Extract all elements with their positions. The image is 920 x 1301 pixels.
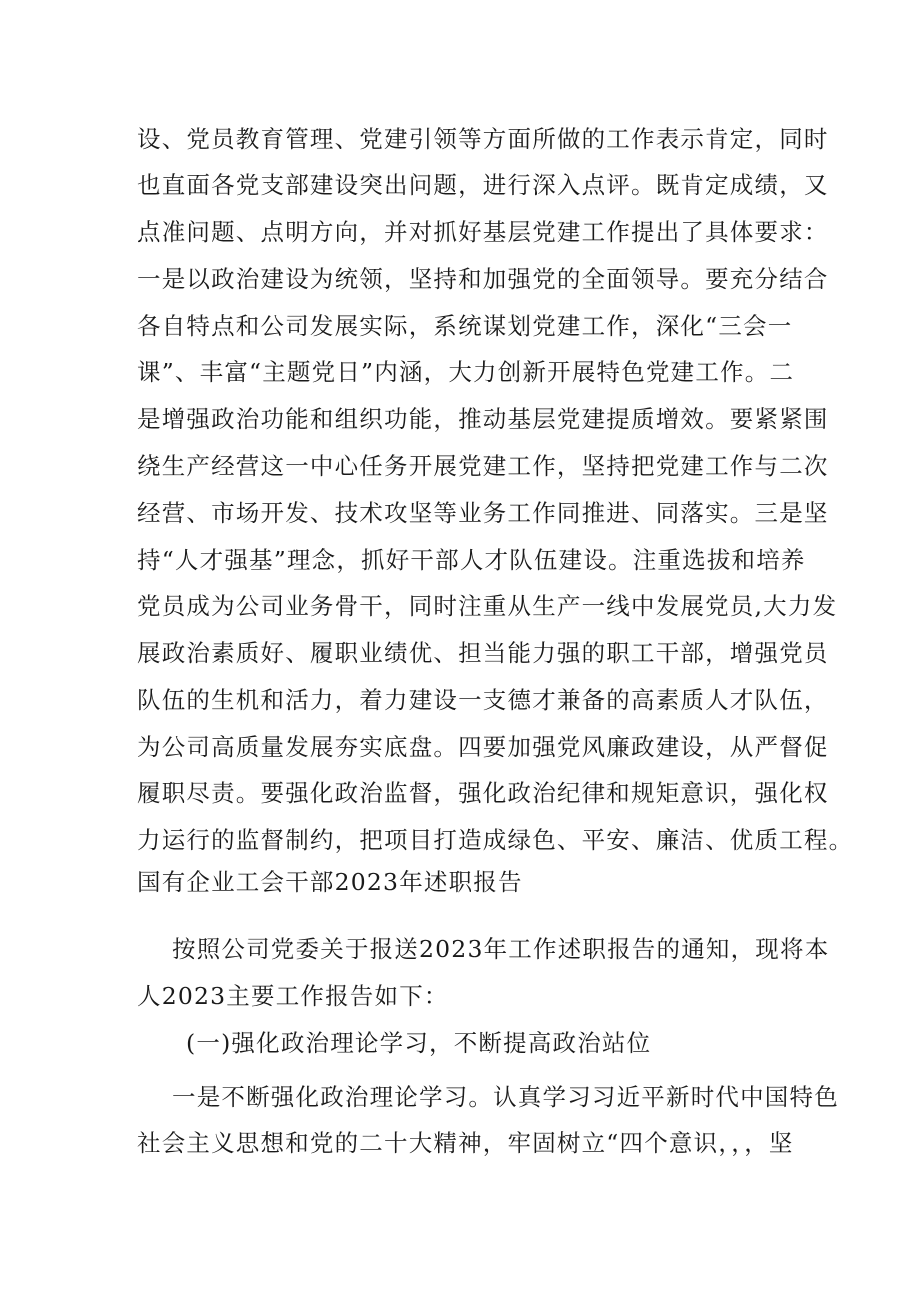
body-text-line-2: 也直面各党支部建设突出问题，进行深入点评。既肯定成绩，又 <box>137 171 829 199</box>
body-text-line-14: 为公司高质量发展夯实底盘。四要加强党风廉政建设，从严督促 <box>137 733 829 761</box>
body-text-line-18: 按照公司党委关于报送2023年工作述职报告的通知，现将本 <box>172 935 830 963</box>
body-text-line-10: 持“人才强基”理念，抓好干部人才队伍建设。注重选拔和培养 <box>137 546 806 574</box>
body-text-line-8: 绕生产经营这一中心任务开展党建工作，坚持把党建工作与二次 <box>137 452 829 480</box>
body-text-line-21: 一是不断强化政治理论学习。认真学习习近平新时代中国特色 <box>172 1083 839 1111</box>
body-text-line-22: 社会主义思想和党的二十大精神，牢固树立“四个意识，，，坚 <box>137 1129 794 1157</box>
body-text-line-16: 力运行的监督制约，把项目打造成绿色、平安、廉洁、优质工程。 <box>137 826 854 854</box>
body-text-line-19: 人2023主要工作报告如下： <box>137 982 449 1010</box>
body-text-line-11: 党员成为公司业务骨干，同时注重从生产一线中发展党员,大力发 <box>137 592 838 620</box>
body-text-line-15: 履职尽责。要强化政治监督，强化政治纪律和规矩意识，强化权 <box>137 779 829 807</box>
section-heading: (一)强化政治理论学习，不断提高政治站位 <box>186 1029 652 1057</box>
body-text-line-13: 队伍的生机和活力，着力建设一支德才兼备的高素质人才队伍， <box>137 686 829 714</box>
report-title: 国有企业工会干部2023年述职报告 <box>137 868 523 896</box>
body-text-line-7: 是增强政治功能和组织功能，推动基层党建提质增效。要紧紧围 <box>137 405 829 433</box>
body-text-line-5: 各自特点和公司发展实际，系统谋划党建工作，深化“三会一 <box>137 312 793 340</box>
body-text-line-6: 课”、丰富“主题党日”内涵，大力创新开展特色党建工作。二 <box>137 358 795 386</box>
body-text-line-4: 一是以政治建设为统领，坚持和加强党的全面领导。要充分结合 <box>137 265 829 293</box>
body-text-line-9: 经营、市场开发、技术攻坚等业务工作同推进、同落实。三是坚 <box>137 499 829 527</box>
body-text-line-3: 点准问题、点明方向，并对抓好基层党建工作提出了具体要求： <box>137 218 829 246</box>
body-text-line-12: 展政治素质好、履职业绩优、担当能力强的职工干部，增强党员 <box>137 639 829 667</box>
body-text-line-1: 设、党员教育管理、党建引领等方面所做的工作表示肯定，同时 <box>137 125 829 153</box>
